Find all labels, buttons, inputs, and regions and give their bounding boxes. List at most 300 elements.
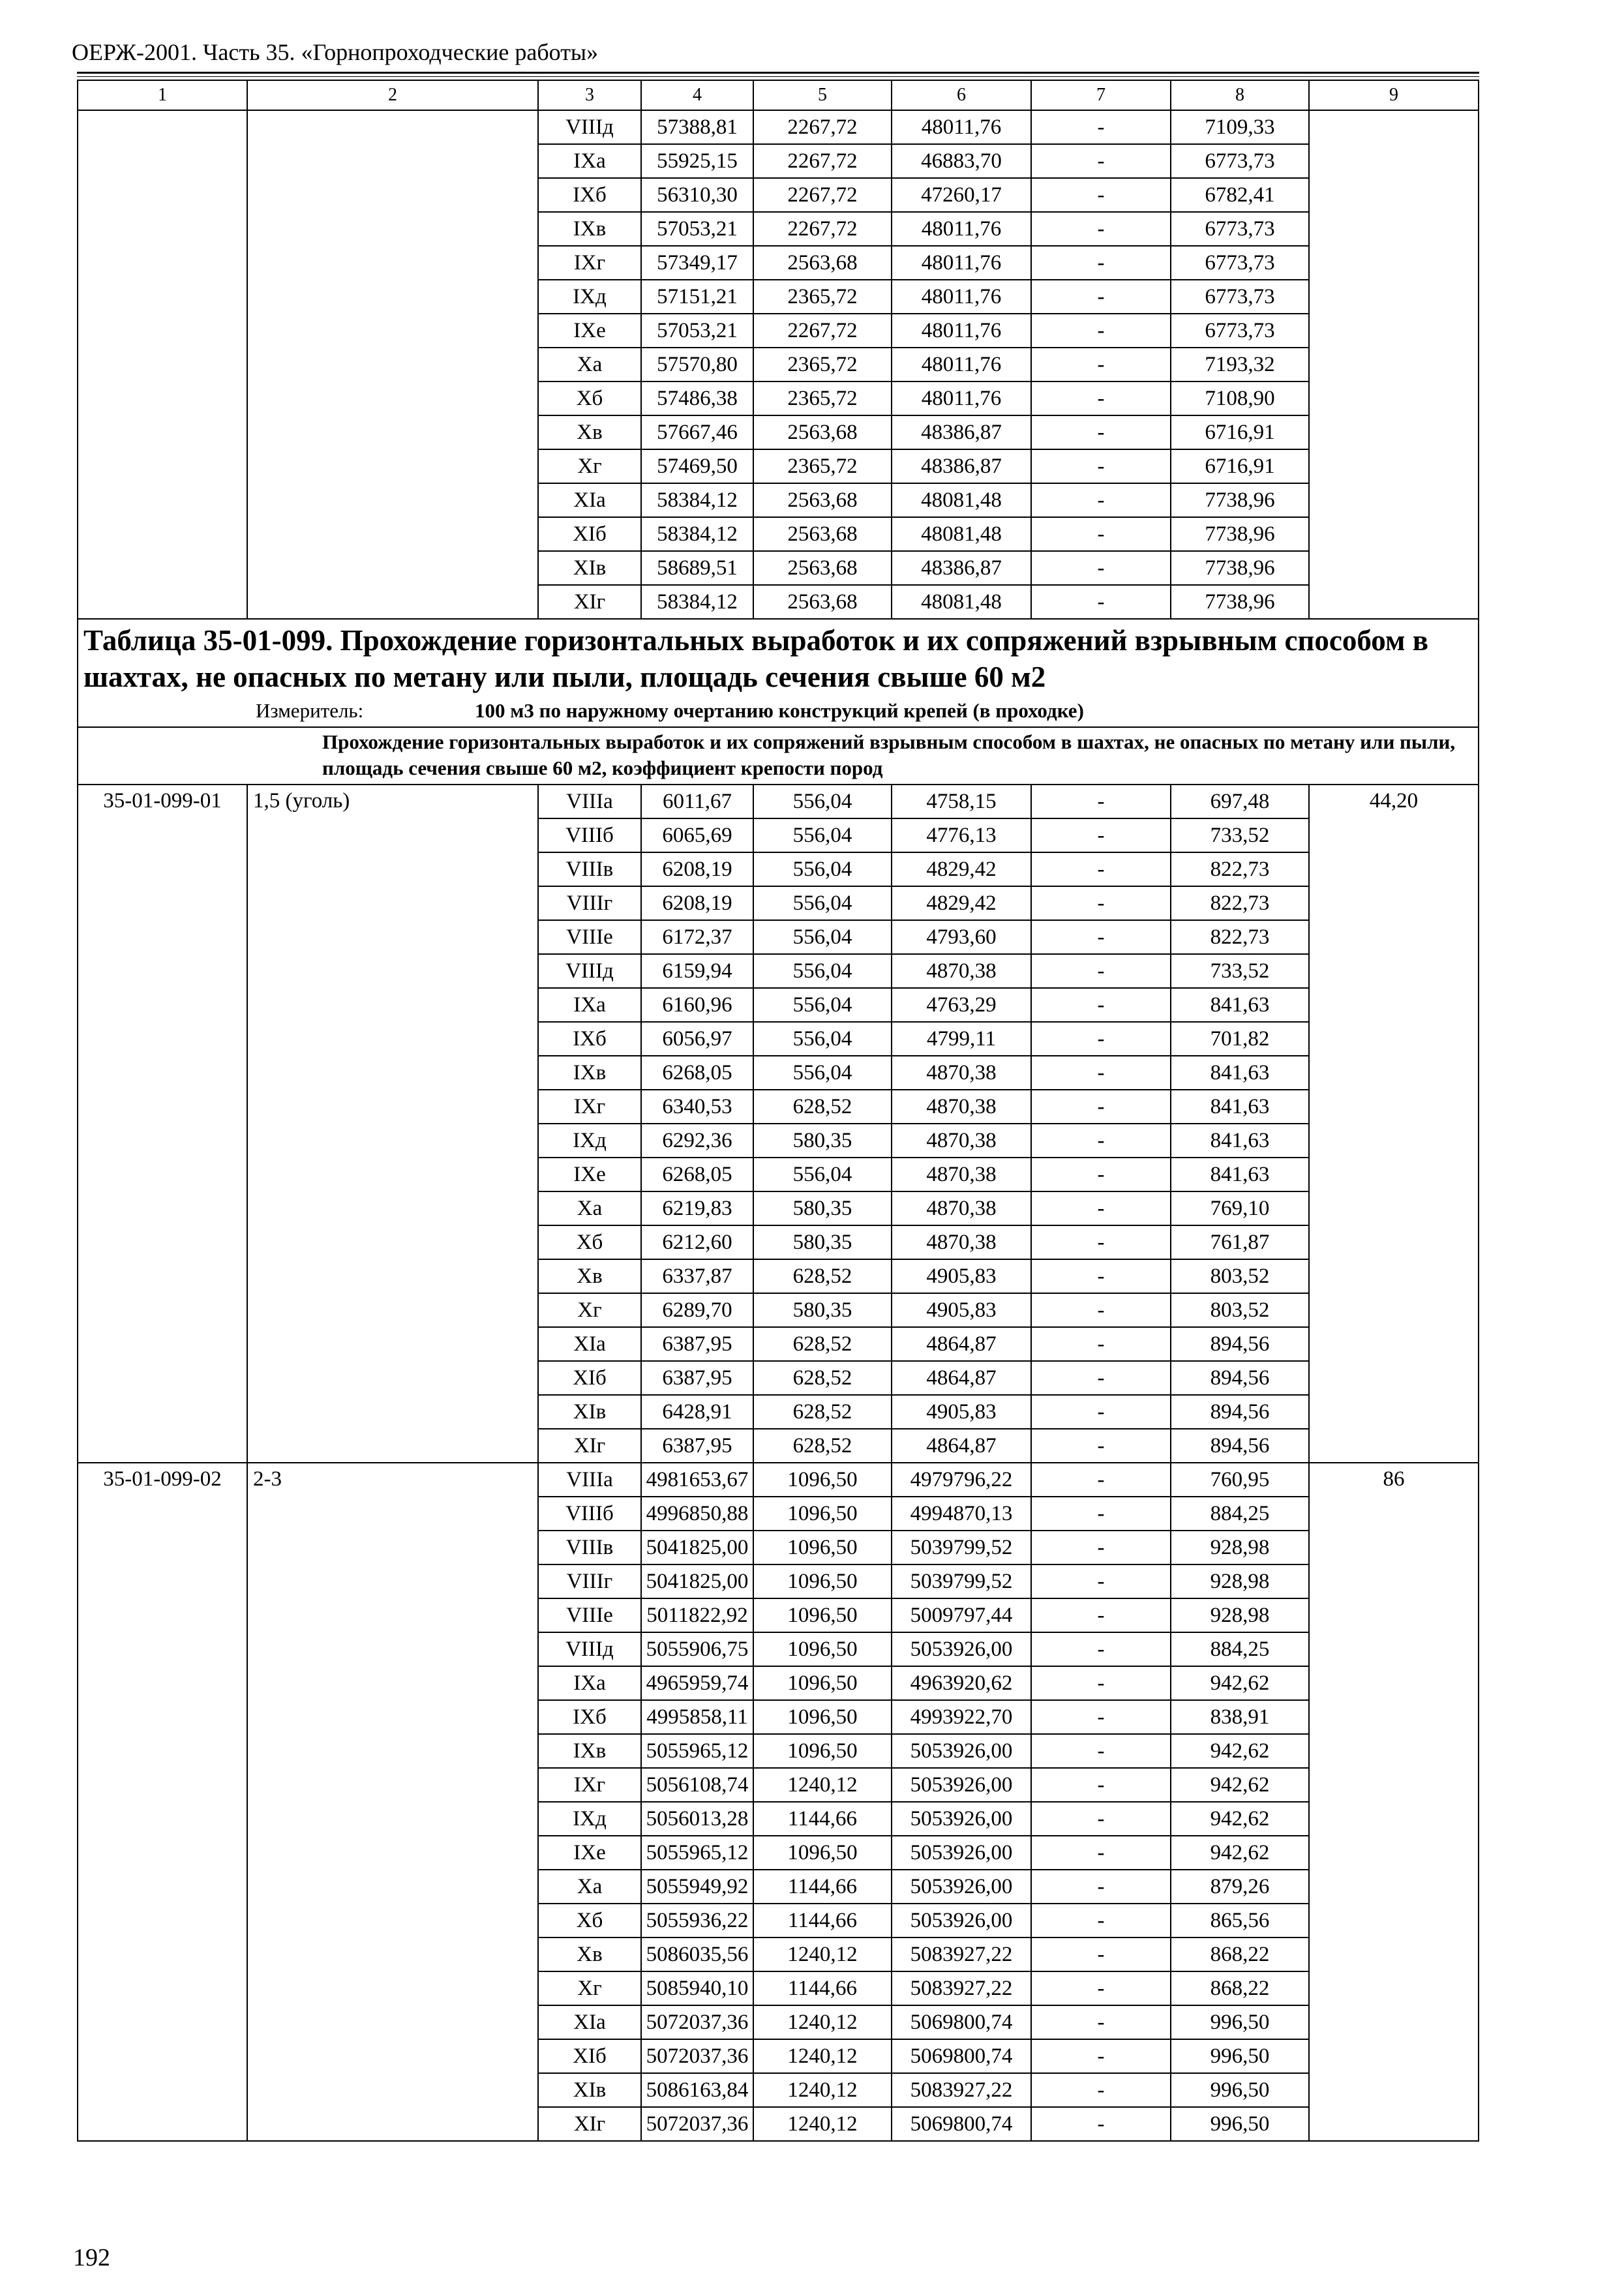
machine-cost-cell: 5053926,00 <box>892 1870 1031 1904</box>
total-cost-cell: 6268,05 <box>641 1158 753 1191</box>
labor-cost-cell: 2563,68 <box>753 415 892 449</box>
material-cost-cell: - <box>1031 1429 1171 1463</box>
labor-cost-cell: 556,04 <box>753 886 892 920</box>
labor-cost-cell: 1240,12 <box>753 2039 892 2073</box>
variant-cell: Xв <box>538 1259 641 1293</box>
total-cost-cell: 6387,95 <box>641 1361 753 1395</box>
machine-cost-cell: 5053926,00 <box>892 1734 1031 1768</box>
labor-hours-cell: 884,25 <box>1171 1632 1309 1666</box>
total-cost-cell: 5086163,84 <box>641 2073 753 2107</box>
labor-cost-cell: 1240,12 <box>753 2005 892 2039</box>
labor-cost-cell: 628,52 <box>753 1090 892 1124</box>
machine-cost-cell: 4993922,70 <box>892 1700 1031 1734</box>
column-number-row <box>78 80 1479 110</box>
labor-cost-cell: 628,52 <box>753 1361 892 1395</box>
labor-cost-cell: 2267,72 <box>753 144 892 178</box>
labor-hours-cell: 7738,96 <box>1171 483 1309 517</box>
header-rule <box>77 72 1479 74</box>
machine-cost-cell: 4870,38 <box>892 1124 1031 1158</box>
material-cost-cell: - <box>1031 212 1171 246</box>
labor-cost-cell: 1240,12 <box>753 1768 892 1802</box>
machine-cost-cell: 5039799,52 <box>892 1531 1031 1564</box>
labor-hours-cell: 865,56 <box>1171 1904 1309 1937</box>
labor-hours-cell: 6782,41 <box>1171 178 1309 212</box>
material-cost-cell: - <box>1031 449 1171 483</box>
total-cost-cell: 55925,15 <box>641 144 753 178</box>
material-cost-cell: - <box>1031 1937 1171 1971</box>
machine-cost-cell: 5053926,00 <box>892 1836 1031 1870</box>
column-number: 4 <box>641 80 753 110</box>
material-cost-cell: - <box>1031 1497 1171 1531</box>
material-cost-cell: - <box>1031 1734 1171 1768</box>
variant-cell: IXд <box>538 1124 641 1158</box>
total-cost-cell: 6428,91 <box>641 1395 753 1429</box>
total-cost-cell: 57570,80 <box>641 348 753 382</box>
variant-cell: XIа <box>538 1327 641 1361</box>
material-cost-cell: - <box>1031 415 1171 449</box>
measure-line <box>83 696 1473 725</box>
total-cost-cell: 6208,19 <box>641 886 753 920</box>
variant-cell: XIв <box>538 551 641 585</box>
table-description: Прохождение горизонтальных выработок и их сопряжений взрывным способом в шахтах, не опасных по метану или пыли, площадь сечения свыше 60 м2, коэффициент крепости пород <box>78 727 1479 785</box>
labor-cost-cell: 628,52 <box>753 1327 892 1361</box>
total-cost-cell: 5056013,28 <box>641 1802 753 1836</box>
labor-cost-cell: 1144,66 <box>753 1870 892 1904</box>
machine-cost-cell: 4864,87 <box>892 1361 1031 1395</box>
material-cost-cell: - <box>1031 1090 1171 1124</box>
machine-cost-cell: 4864,87 <box>892 1429 1031 1463</box>
total-cost-cell: 4965959,74 <box>641 1666 753 1700</box>
labor-hours-cell: 838,91 <box>1171 1700 1309 1734</box>
material-cost-cell: - <box>1031 1870 1171 1904</box>
description-row <box>78 727 1479 785</box>
material-cost-cell: - <box>1031 852 1171 886</box>
page-number: 192 <box>73 2244 110 2271</box>
material-cost-cell: - <box>1031 110 1171 144</box>
labor-hours-cell: 822,73 <box>1171 920 1309 954</box>
total-cost-cell: 5056108,74 <box>641 1768 753 1802</box>
table-row <box>78 110 1479 144</box>
measure-value: 100 м3 по наружному очертанию конструкций крепей (в проходке) <box>475 699 1084 722</box>
table-row <box>78 785 1479 818</box>
measure-label: Измеритель: <box>256 699 364 722</box>
machine-cost-cell: 4793,60 <box>892 920 1031 954</box>
labor-cost-cell: 1240,12 <box>753 1937 892 1971</box>
machine-cost-cell: 48011,76 <box>892 246 1031 280</box>
machine-cost-cell: 48081,48 <box>892 483 1031 517</box>
col9-value: 86 <box>1309 1463 1479 2141</box>
variant-cell: VIIIе <box>538 1598 641 1632</box>
labor-cost-cell: 556,04 <box>753 852 892 886</box>
labor-cost-cell: 1096,50 <box>753 1836 892 1870</box>
machine-cost-cell: 48011,76 <box>892 348 1031 382</box>
labor-cost-cell: 2563,68 <box>753 551 892 585</box>
labor-hours-cell: 803,52 <box>1171 1259 1309 1293</box>
labor-cost-cell: 2563,68 <box>753 585 892 619</box>
labor-hours-cell: 996,50 <box>1171 2107 1309 2141</box>
total-cost-cell: 6289,70 <box>641 1293 753 1327</box>
material-cost-cell: - <box>1031 1259 1171 1293</box>
material-cost-cell: - <box>1031 1293 1171 1327</box>
labor-hours-cell: 7109,33 <box>1171 110 1309 144</box>
total-cost-cell: 5041825,00 <box>641 1531 753 1564</box>
variant-cell: XIг <box>538 1429 641 1463</box>
labor-cost-cell: 2267,72 <box>753 314 892 348</box>
material-cost-cell: - <box>1031 920 1171 954</box>
labor-hours-cell: 879,26 <box>1171 1870 1309 1904</box>
variant-cell: XIа <box>538 2005 641 2039</box>
labor-cost-cell: 2267,72 <box>753 212 892 246</box>
labor-hours-cell: 6716,91 <box>1171 449 1309 483</box>
variant-cell: IXб <box>538 1700 641 1734</box>
material-cost-cell: - <box>1031 144 1171 178</box>
labor-hours-cell: 6773,73 <box>1171 314 1309 348</box>
labor-hours-cell: 7738,96 <box>1171 517 1309 551</box>
labor-cost-cell: 556,04 <box>753 785 892 818</box>
labor-hours-cell: 894,56 <box>1171 1395 1309 1429</box>
labor-hours-cell: 760,95 <box>1171 1463 1309 1497</box>
material-cost-cell: - <box>1031 1463 1171 1497</box>
variant-cell: Xа <box>538 1870 641 1904</box>
labor-cost-cell: 2267,72 <box>753 178 892 212</box>
machine-cost-cell: 4870,38 <box>892 1056 1031 1090</box>
material-cost-cell: - <box>1031 1768 1171 1802</box>
machine-cost-cell: 4870,38 <box>892 1158 1031 1191</box>
rate-code: 35-01-099-02 <box>78 1463 247 2141</box>
labor-hours-cell: 697,48 <box>1171 785 1309 818</box>
labor-cost-cell: 2563,68 <box>753 517 892 551</box>
total-cost-cell: 5041825,00 <box>641 1564 753 1598</box>
variant-cell: IXе <box>538 1158 641 1191</box>
material-cost-cell: - <box>1031 1361 1171 1395</box>
rock-hardness: 1,5 (уголь) <box>247 785 538 1463</box>
material-cost-cell: - <box>1031 1666 1171 1700</box>
labor-cost-cell: 628,52 <box>753 1395 892 1429</box>
labor-cost-cell: 2563,68 <box>753 483 892 517</box>
material-cost-cell: - <box>1031 517 1171 551</box>
column-number: 9 <box>1309 80 1479 110</box>
variant-cell: IXг <box>538 1090 641 1124</box>
total-cost-cell: 6268,05 <box>641 1056 753 1090</box>
variant-cell: VIIIв <box>538 852 641 886</box>
total-cost-cell: 5055965,12 <box>641 1836 753 1870</box>
labor-hours-cell: 942,62 <box>1171 1666 1309 1700</box>
col9-value: 44,20 <box>1309 785 1479 1463</box>
labor-cost-cell: 556,04 <box>753 954 892 988</box>
machine-cost-cell: 4758,15 <box>892 785 1031 818</box>
variant-cell: VIIIд <box>538 954 641 988</box>
rates-table <box>77 80 1479 2142</box>
variant-cell: VIIIб <box>538 818 641 852</box>
rock-hardness: 2-3 <box>247 1463 538 2141</box>
machine-cost-cell: 47260,17 <box>892 178 1031 212</box>
material-cost-cell: - <box>1031 1022 1171 1056</box>
machine-cost-cell: 48011,76 <box>892 212 1031 246</box>
variant-cell: VIIIд <box>538 1632 641 1666</box>
material-cost-cell: - <box>1031 382 1171 415</box>
machine-cost-cell: 4776,13 <box>892 818 1031 852</box>
material-cost-cell: - <box>1031 1836 1171 1870</box>
column-number: 5 <box>753 80 892 110</box>
total-cost-cell: 5086035,56 <box>641 1937 753 1971</box>
machine-cost-cell: 4905,83 <box>892 1259 1031 1293</box>
total-cost-cell: 57667,46 <box>641 415 753 449</box>
total-cost-cell: 4996850,88 <box>641 1497 753 1531</box>
total-cost-cell: 56310,30 <box>641 178 753 212</box>
variant-cell: Xв <box>538 1937 641 1971</box>
variant-cell: IXг <box>538 246 641 280</box>
table-title-cell <box>78 619 1479 727</box>
total-cost-cell: 4995858,11 <box>641 1700 753 1734</box>
table-title: Таблица 35-01-099. Прохождение горизонтальных выработок и их сопряжений взрывным способом в шахтах, не опасных по метану или пыли, площадь сечения свыше 60 м2 <box>83 624 1429 693</box>
variant-cell: Xа <box>538 1191 641 1225</box>
machine-cost-cell: 48011,76 <box>892 314 1031 348</box>
material-cost-cell: - <box>1031 988 1171 1022</box>
total-cost-cell: 5072037,36 <box>641 2005 753 2039</box>
total-cost-cell: 57053,21 <box>641 314 753 348</box>
machine-cost-cell: 48011,76 <box>892 280 1031 314</box>
variant-cell: IXа <box>538 988 641 1022</box>
variant-cell: VIIIг <box>538 886 641 920</box>
material-cost-cell: - <box>1031 2073 1171 2107</box>
table-title-row <box>78 619 1479 727</box>
material-cost-cell: - <box>1031 1124 1171 1158</box>
labor-cost-cell: 1144,66 <box>753 1802 892 1836</box>
column-number: 8 <box>1171 80 1309 110</box>
labor-hours-cell: 822,73 <box>1171 852 1309 886</box>
variant-cell: IXа <box>538 144 641 178</box>
variant-cell: Xб <box>538 1904 641 1937</box>
labor-hours-cell: 7193,32 <box>1171 348 1309 382</box>
labor-hours-cell: 769,10 <box>1171 1191 1309 1225</box>
total-cost-cell: 57151,21 <box>641 280 753 314</box>
variant-cell: IXб <box>538 178 641 212</box>
material-cost-cell: - <box>1031 2107 1171 2141</box>
total-cost-cell: 5072037,36 <box>641 2107 753 2141</box>
material-cost-cell: - <box>1031 1327 1171 1361</box>
labor-cost-cell: 556,04 <box>753 1158 892 1191</box>
total-cost-cell: 4981653,67 <box>641 1463 753 1497</box>
material-cost-cell: - <box>1031 2005 1171 2039</box>
variant-cell: XIб <box>538 517 641 551</box>
machine-cost-cell: 46883,70 <box>892 144 1031 178</box>
material-cost-cell: - <box>1031 818 1171 852</box>
variant-cell: IXе <box>538 314 641 348</box>
labor-hours-cell: 803,52 <box>1171 1293 1309 1327</box>
labor-hours-cell: 822,73 <box>1171 886 1309 920</box>
labor-cost-cell: 1096,50 <box>753 1700 892 1734</box>
machine-cost-cell: 4870,38 <box>892 1225 1031 1259</box>
labor-hours-cell: 841,63 <box>1171 988 1309 1022</box>
material-cost-cell: - <box>1031 551 1171 585</box>
labor-hours-cell: 868,22 <box>1171 1937 1309 1971</box>
column-number: 2 <box>247 80 538 110</box>
labor-cost-cell: 580,35 <box>753 1225 892 1259</box>
machine-cost-cell: 48386,87 <box>892 551 1031 585</box>
variant-cell: VIIIа <box>538 785 641 818</box>
total-cost-cell: 5072037,36 <box>641 2039 753 2073</box>
labor-cost-cell: 580,35 <box>753 1124 892 1158</box>
material-cost-cell: - <box>1031 1598 1171 1632</box>
labor-cost-cell: 1096,50 <box>753 1632 892 1666</box>
total-cost-cell: 5055949,92 <box>641 1870 753 1904</box>
machine-cost-cell: 4994870,13 <box>892 1497 1031 1531</box>
variant-cell: XIб <box>538 1361 641 1395</box>
machine-cost-cell: 4870,38 <box>892 954 1031 988</box>
total-cost-cell: 6208,19 <box>641 852 753 886</box>
machine-cost-cell: 4864,87 <box>892 1327 1031 1361</box>
column-number: 1 <box>78 80 247 110</box>
labor-hours-cell: 7738,96 <box>1171 551 1309 585</box>
machine-cost-cell: 4829,42 <box>892 886 1031 920</box>
labor-cost-cell: 1144,66 <box>753 1971 892 2005</box>
labor-cost-cell: 556,04 <box>753 920 892 954</box>
machine-cost-cell: 5053926,00 <box>892 1802 1031 1836</box>
total-cost-cell: 6212,60 <box>641 1225 753 1259</box>
machine-cost-cell: 4799,11 <box>892 1022 1031 1056</box>
material-cost-cell: - <box>1031 585 1171 619</box>
variant-cell: IXе <box>538 1836 641 1870</box>
total-cost-cell: 57388,81 <box>641 110 753 144</box>
column-number: 3 <box>538 80 641 110</box>
labor-hours-cell: 6773,73 <box>1171 212 1309 246</box>
variant-cell: Xг <box>538 1293 641 1327</box>
machine-cost-cell: 48011,76 <box>892 110 1031 144</box>
labor-hours-cell: 7738,96 <box>1171 585 1309 619</box>
variant-cell: VIIIв <box>538 1531 641 1564</box>
labor-cost-cell: 1096,50 <box>753 1497 892 1531</box>
machine-cost-cell: 5083927,22 <box>892 1937 1031 1971</box>
variant-cell: VIIIд <box>538 110 641 144</box>
labor-cost-cell: 2365,72 <box>753 280 892 314</box>
variant-cell: XIв <box>538 1395 641 1429</box>
variant-cell: Xб <box>538 1225 641 1259</box>
labor-cost-cell: 1096,50 <box>753 1564 892 1598</box>
table-row <box>78 1463 1479 1497</box>
machine-cost-cell: 4870,38 <box>892 1191 1031 1225</box>
machine-cost-cell: 4905,83 <box>892 1395 1031 1429</box>
material-cost-cell: - <box>1031 1700 1171 1734</box>
variant-cell: IXб <box>538 1022 641 1056</box>
machine-cost-cell: 4963920,62 <box>892 1666 1031 1700</box>
total-cost-cell: 58384,12 <box>641 517 753 551</box>
total-cost-cell: 5055965,12 <box>641 1734 753 1768</box>
machine-cost-cell: 5069800,74 <box>892 2005 1031 2039</box>
labor-cost-cell: 628,52 <box>753 1429 892 1463</box>
labor-cost-cell: 2365,72 <box>753 449 892 483</box>
total-cost-cell: 6387,95 <box>641 1429 753 1463</box>
total-cost-cell: 6065,69 <box>641 818 753 852</box>
hardness-cell <box>247 110 538 619</box>
material-cost-cell: - <box>1031 785 1171 818</box>
variant-cell: IXв <box>538 1734 641 1768</box>
labor-hours-cell: 6773,73 <box>1171 246 1309 280</box>
machine-cost-cell: 48081,48 <box>892 517 1031 551</box>
total-cost-cell: 6219,83 <box>641 1191 753 1225</box>
labor-hours-cell: 928,98 <box>1171 1598 1309 1632</box>
labor-cost-cell: 2365,72 <box>753 348 892 382</box>
machine-cost-cell: 5083927,22 <box>892 2073 1031 2107</box>
labor-hours-cell: 894,56 <box>1171 1429 1309 1463</box>
labor-cost-cell: 2563,68 <box>753 246 892 280</box>
labor-cost-cell: 1240,12 <box>753 2107 892 2141</box>
machine-cost-cell: 5053926,00 <box>892 1632 1031 1666</box>
total-cost-cell: 6159,94 <box>641 954 753 988</box>
machine-cost-cell: 4905,83 <box>892 1293 1031 1327</box>
material-cost-cell: - <box>1031 483 1171 517</box>
material-cost-cell: - <box>1031 1632 1171 1666</box>
variant-cell: XIб <box>538 2039 641 2073</box>
total-cost-cell: 58689,51 <box>641 551 753 585</box>
labor-cost-cell: 556,04 <box>753 1022 892 1056</box>
material-cost-cell: - <box>1031 178 1171 212</box>
running-header: ОЕРЖ-2001. Часть 35. «Горнопроходческие работы» <box>72 39 599 65</box>
labor-hours-cell: 928,98 <box>1171 1564 1309 1598</box>
machine-cost-cell: 48011,76 <box>892 382 1031 415</box>
machine-cost-cell: 4870,38 <box>892 1090 1031 1124</box>
labor-cost-cell: 628,52 <box>753 1259 892 1293</box>
variant-cell: IXд <box>538 1802 641 1836</box>
rate-code: 35-01-099-01 <box>78 785 247 1463</box>
machine-cost-cell: 48386,87 <box>892 415 1031 449</box>
material-cost-cell: - <box>1031 954 1171 988</box>
machine-cost-cell: 5083927,22 <box>892 1971 1031 2005</box>
material-cost-cell: - <box>1031 1531 1171 1564</box>
variant-cell: IXд <box>538 280 641 314</box>
machine-cost-cell: 4763,29 <box>892 988 1031 1022</box>
material-cost-cell: - <box>1031 2039 1171 2073</box>
col9-cell <box>1309 110 1479 619</box>
labor-hours-cell: 928,98 <box>1171 1531 1309 1564</box>
machine-cost-cell: 4829,42 <box>892 852 1031 886</box>
code-cell <box>78 110 247 619</box>
variant-cell: VIIIб <box>538 1497 641 1531</box>
material-cost-cell: - <box>1031 246 1171 280</box>
total-cost-cell: 58384,12 <box>641 483 753 517</box>
labor-cost-cell: 556,04 <box>753 818 892 852</box>
labor-hours-cell: 6773,73 <box>1171 280 1309 314</box>
column-number: 6 <box>892 80 1031 110</box>
material-cost-cell: - <box>1031 1158 1171 1191</box>
labor-hours-cell: 841,63 <box>1171 1056 1309 1090</box>
labor-hours-cell: 6773,73 <box>1171 144 1309 178</box>
total-cost-cell: 6011,67 <box>641 785 753 818</box>
labor-hours-cell: 942,62 <box>1171 1734 1309 1768</box>
total-cost-cell: 57349,17 <box>641 246 753 280</box>
total-cost-cell: 6292,36 <box>641 1124 753 1158</box>
variant-cell: VIIIе <box>538 920 641 954</box>
total-cost-cell: 6172,37 <box>641 920 753 954</box>
variant-cell: Xг <box>538 449 641 483</box>
total-cost-cell: 5085940,10 <box>641 1971 753 2005</box>
labor-hours-cell: 894,56 <box>1171 1327 1309 1361</box>
total-cost-cell: 57053,21 <box>641 212 753 246</box>
labor-hours-cell: 761,87 <box>1171 1225 1309 1259</box>
machine-cost-cell: 5039799,52 <box>892 1564 1031 1598</box>
variant-cell: XIа <box>538 483 641 517</box>
machine-cost-cell: 48386,87 <box>892 449 1031 483</box>
material-cost-cell: - <box>1031 314 1171 348</box>
variant-cell: IXв <box>538 1056 641 1090</box>
material-cost-cell: - <box>1031 886 1171 920</box>
material-cost-cell: - <box>1031 1395 1171 1429</box>
variant-cell: Xа <box>538 348 641 382</box>
header-rule-thin <box>77 76 1479 77</box>
labor-cost-cell: 2365,72 <box>753 382 892 415</box>
total-cost-cell: 57486,38 <box>641 382 753 415</box>
machine-cost-cell: 4979796,22 <box>892 1463 1031 1497</box>
labor-cost-cell: 556,04 <box>753 988 892 1022</box>
